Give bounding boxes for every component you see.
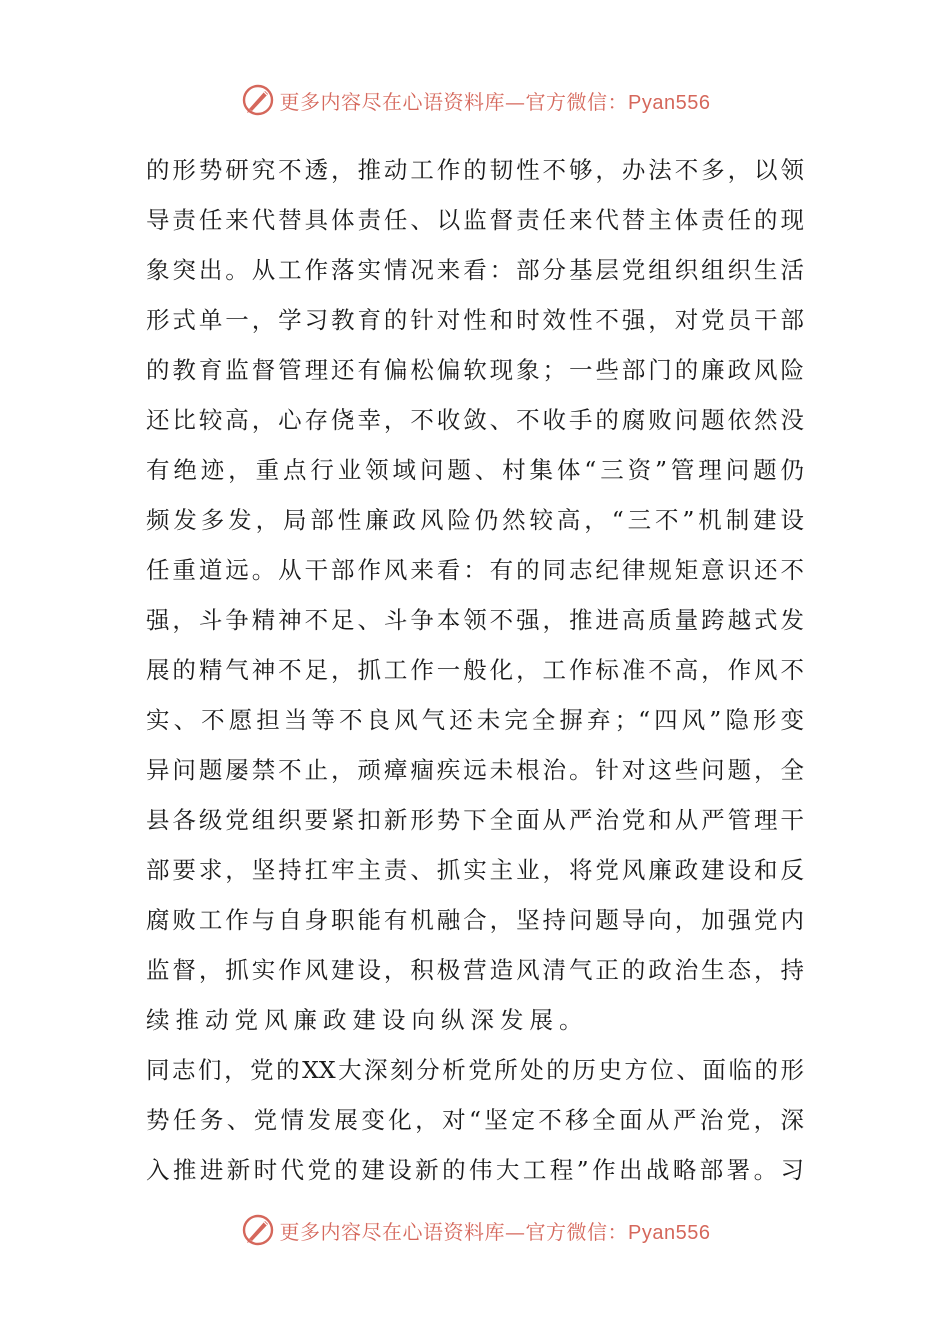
watermark-wechat-id: Pyan556 — [628, 91, 711, 114]
pen-logo-icon — [240, 1212, 276, 1248]
watermark-text — [280, 1216, 711, 1245]
text-line: 的教育监督管理还有偏松偏软现象；一些部门的廉政风险 — [146, 356, 804, 384]
footer-watermark — [0, 1208, 950, 1252]
text-line: 导责任来代替具体责任、以监督责任来代替主体责任的现 — [146, 206, 804, 234]
text-line: 强，斗争精神不足、斗争本领不强，推进高质量跨越式发 — [146, 606, 804, 634]
text-line: 象突出。从工作落实情况来看：部分基层党组织组织生活 — [146, 256, 804, 284]
text-line: 任重道远。从干部作风来看：有的同志纪律规矩意识还不 — [146, 556, 804, 584]
text-line: 频发多发，局部性廉政风险仍然较高，“三不”机制建设 — [146, 506, 804, 534]
text-line: 入推进新时代党的建设新的伟大工程”作出战略部署。习 — [146, 1156, 804, 1184]
text-line: 异问题屡禁不止，顽瘴痼疾远未根治。针对这些问题，全 — [146, 756, 804, 784]
text-line: 腐败工作与自身职能有机融合，坚持问题导向，加强党内 — [146, 906, 804, 934]
text-line: 续推动党风廉政建设向纵深发展。 — [146, 1006, 589, 1034]
watermark-label: 更多内容尽在心语资料库—官方微信： — [279, 89, 629, 114]
text-line: 势任务、党情发展变化，对“坚定不移全面从严治党，深 — [146, 1106, 804, 1134]
text-line: 县各级党组织要紧扣新形势下全面从严治党和从严管理干 — [146, 806, 804, 834]
text-line: 部要求，坚持扛牢主责、抓实主业，将党风廉政建设和反 — [146, 856, 804, 884]
text-line: 还比较高，心存侥幸，不收敛、不收手的腐败问题依然没 — [146, 406, 804, 434]
text-line: 监督，抓实作风建设，积极营造风清气正的政治生态，持 — [146, 956, 804, 984]
text-line: 形式单一，学习教育的针对性和时效性不强，对党员干部 — [146, 306, 804, 334]
watermark-wechat-id: Pyan556 — [628, 1221, 711, 1244]
text-line: 展的精气神不足，抓工作一般化，工作标准不高，作风不 — [146, 656, 804, 684]
text-line: 的形势研究不透，推动工作的韧性不够，办法不多，以领 — [146, 156, 804, 184]
text-line: 实、不愿担当等不良风气还未完全摒弃；“四风”隐形变 — [146, 706, 804, 734]
text-line: 有绝迹，重点行业领域问题、村集体“三资”管理问题仍 — [146, 456, 804, 484]
watermark-label: 更多内容尽在心语资料库—官方微信： — [279, 1219, 629, 1244]
text-line: 同志们，党的XX大深刻分析党所处的历史方位、面临的形 — [146, 1056, 804, 1084]
